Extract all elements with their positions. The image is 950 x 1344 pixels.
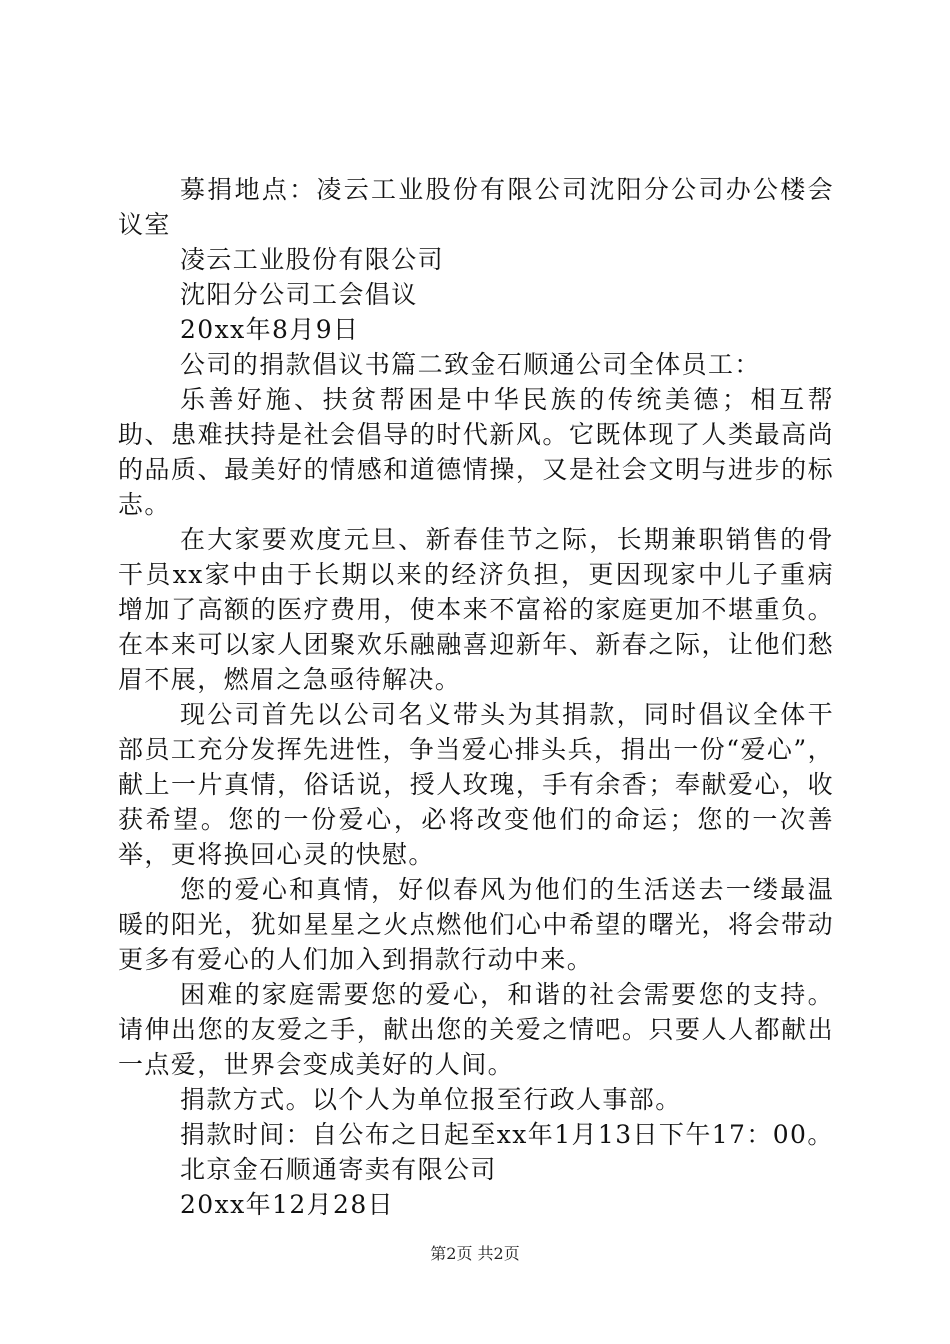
- donation-location-paragraph: 募捐地点：凌云工业股份有限公司沈阳分公司办公楼会议室: [118, 175, 834, 239]
- company-name-line: 凌云工业股份有限公司: [180, 245, 445, 274]
- date-line-last: 20xx年12月28日: [180, 1190, 395, 1219]
- body-paragraph: 您的爱心和真情，好似春风为他们的生活送去一缕最温暖的阳光，犹如星星之火点燃他们心中希望的曙光，将会带动更多有爱心的人们加入到捐款行动中来。: [118, 875, 834, 974]
- body-paragraph: 现公司首先以公司名义带头为其捐款，同时倡议全体干部员工充分发挥先进性，争当爱心排头兵，捐出一份“爱心”，献上一片真情，俗话说，授人玫瑰，手有余香；奉献爱心，收获希望。您的一份爱心，必将改变他们的命运；您的一次善举，更将换回心灵的快慰。: [118, 700, 834, 869]
- document-body: [118, 172, 834, 1222]
- donation-time-line: 捐款时间：自公布之日起至xx年1月13日下午17：00。: [180, 1120, 834, 1149]
- body-paragraph: 乐善好施、扶贫帮困是中华民族的传统美德；相互帮助、患难扶持是社会倡导的时代新风。它既体现了人类最高尚的品质、最美好的情感和道德情操，又是社会文明与进步的标志。: [118, 385, 834, 519]
- body-paragraph: 在大家要欢度元旦、新春佳节之际，长期兼职销售的骨干员xx家中由于长期以来的经济负担，更因现家中儿子重病增加了高额的医疗费用，使本来不富裕的家庭更加不堪重负。在本来可以家人团聚欢乐融融喜迎新年、新春之际，让他们愁眉不展，燃眉之急亟待解决。: [118, 525, 834, 694]
- section-heading-paragraph: 公司的捐款倡议书篇二致金石顺通公司全体员工：: [180, 350, 761, 379]
- body-paragraph: 困难的家庭需要您的爱心，和谐的社会需要您的支持。请伸出您的友爱之手，献出您的关爱之情吧。只要人人都献出一点爱，世界会变成美好的人间。: [118, 980, 834, 1079]
- date-line-first: 20xx年8月9日: [180, 315, 360, 344]
- page-number-footer: 第2页 共2页: [430, 1244, 520, 1263]
- union-proposal-line: 沈阳分公司工会倡议: [180, 280, 418, 309]
- donation-method-line: 捐款方式。以个人为单位报至行政人事部。: [180, 1085, 682, 1114]
- signature-company-line: 北京金石顺通寄卖有限公司: [180, 1155, 497, 1184]
